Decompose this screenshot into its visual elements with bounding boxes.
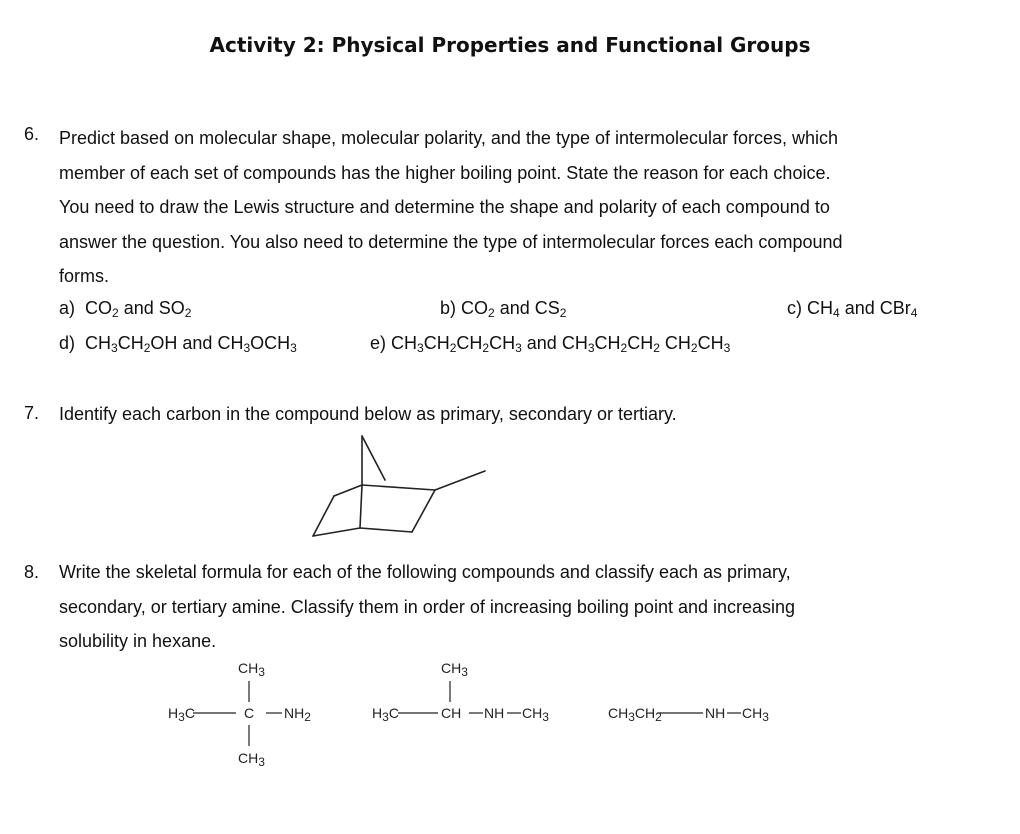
option-e-text: $CH_3CH_2CH_2CH_3$ and $CH_3CH_2CH_2$ $CH_2CH_3$ xyxy=(391,333,731,355)
bicyclic-skeletal-structure xyxy=(313,436,485,536)
question-7-number: 7. xyxy=(24,403,40,423)
bond-1 xyxy=(334,485,362,496)
s1-right-nh2: $NH_2$ xyxy=(284,705,311,724)
s3-right-ch3: $CH_3$ xyxy=(742,705,769,724)
question-8-text xyxy=(59,555,999,659)
s1-left-h3c: $H_3C$ xyxy=(168,705,195,724)
q6-line-2: member of each set of compounds has the higher boiling point. State the reason for each choice. xyxy=(59,162,831,183)
s3-nh: NH xyxy=(705,705,726,721)
bond-7 xyxy=(313,528,360,536)
option-a-text: $CO_2$ and $SO_2$ xyxy=(85,298,192,320)
bond-4 xyxy=(362,485,435,490)
option-a-label: a) xyxy=(59,298,76,318)
s2-left-h3c: $H_3C$ xyxy=(372,705,399,724)
q8-line-2: secondary, or tertiary amine. Classify them in order of increasing boiling point and increasing xyxy=(59,596,796,617)
question-6-number: 6. xyxy=(24,124,40,144)
s2-top-ch3: $CH_3$ xyxy=(441,660,468,679)
option-b-text: $CO_2$ and $CS_2$ xyxy=(461,298,567,320)
option-c-text: $CH_4$ and CBr$_4$ xyxy=(807,298,918,320)
option-d-label: d) xyxy=(59,333,76,353)
bond-10 xyxy=(412,490,435,532)
bond-3 xyxy=(362,436,385,480)
s1-bottom-ch3: $CH_3$ xyxy=(238,750,265,769)
s1-top-ch3: $CH_3$ xyxy=(238,660,265,679)
q6-line-3: You need to draw the Lewis structure and determine the shape and polarity of each compound to xyxy=(59,197,830,217)
bond-6 xyxy=(313,496,334,536)
q8-line-1: Write the skeletal formula for each of the following compounds and classify each as primary, xyxy=(59,562,791,582)
s2-right-ch3: $CH_3$ xyxy=(522,705,549,724)
q7-line-1: Identify each carbon in the compound below as primary, secondary or tertiary. xyxy=(59,404,677,424)
option-c-label: c) xyxy=(787,298,802,318)
q8-line-3: solubility in hexane. xyxy=(59,631,217,651)
option-e-label: e) xyxy=(370,333,387,353)
bond-9 xyxy=(360,528,412,532)
option-b-label: b) xyxy=(440,298,457,318)
q6-line-5: forms. xyxy=(59,266,110,286)
q6-line-4: answer the question. You also need to determine the type of intermolecular forces each compound xyxy=(59,231,843,252)
bond-8 xyxy=(360,485,362,528)
s2-ch: CH xyxy=(441,705,462,721)
question-8-number: 8. xyxy=(24,562,40,582)
s1-center-c: C xyxy=(244,705,255,721)
option-d-text: $CH_3CH_2OH$ and $CH_3OCH_3$ xyxy=(85,333,297,355)
page-title: Activity 2: Physical Properties and Functional Groups xyxy=(209,33,811,57)
s2-nh: NH xyxy=(484,705,505,721)
q6-line-1: Predict based on molecular shape, molecular polarity, and the type of intermolecular forces, which xyxy=(59,128,839,148)
bond-5 xyxy=(435,471,485,490)
s3-ch3ch2: $CH_3CH_2$ xyxy=(608,705,662,724)
